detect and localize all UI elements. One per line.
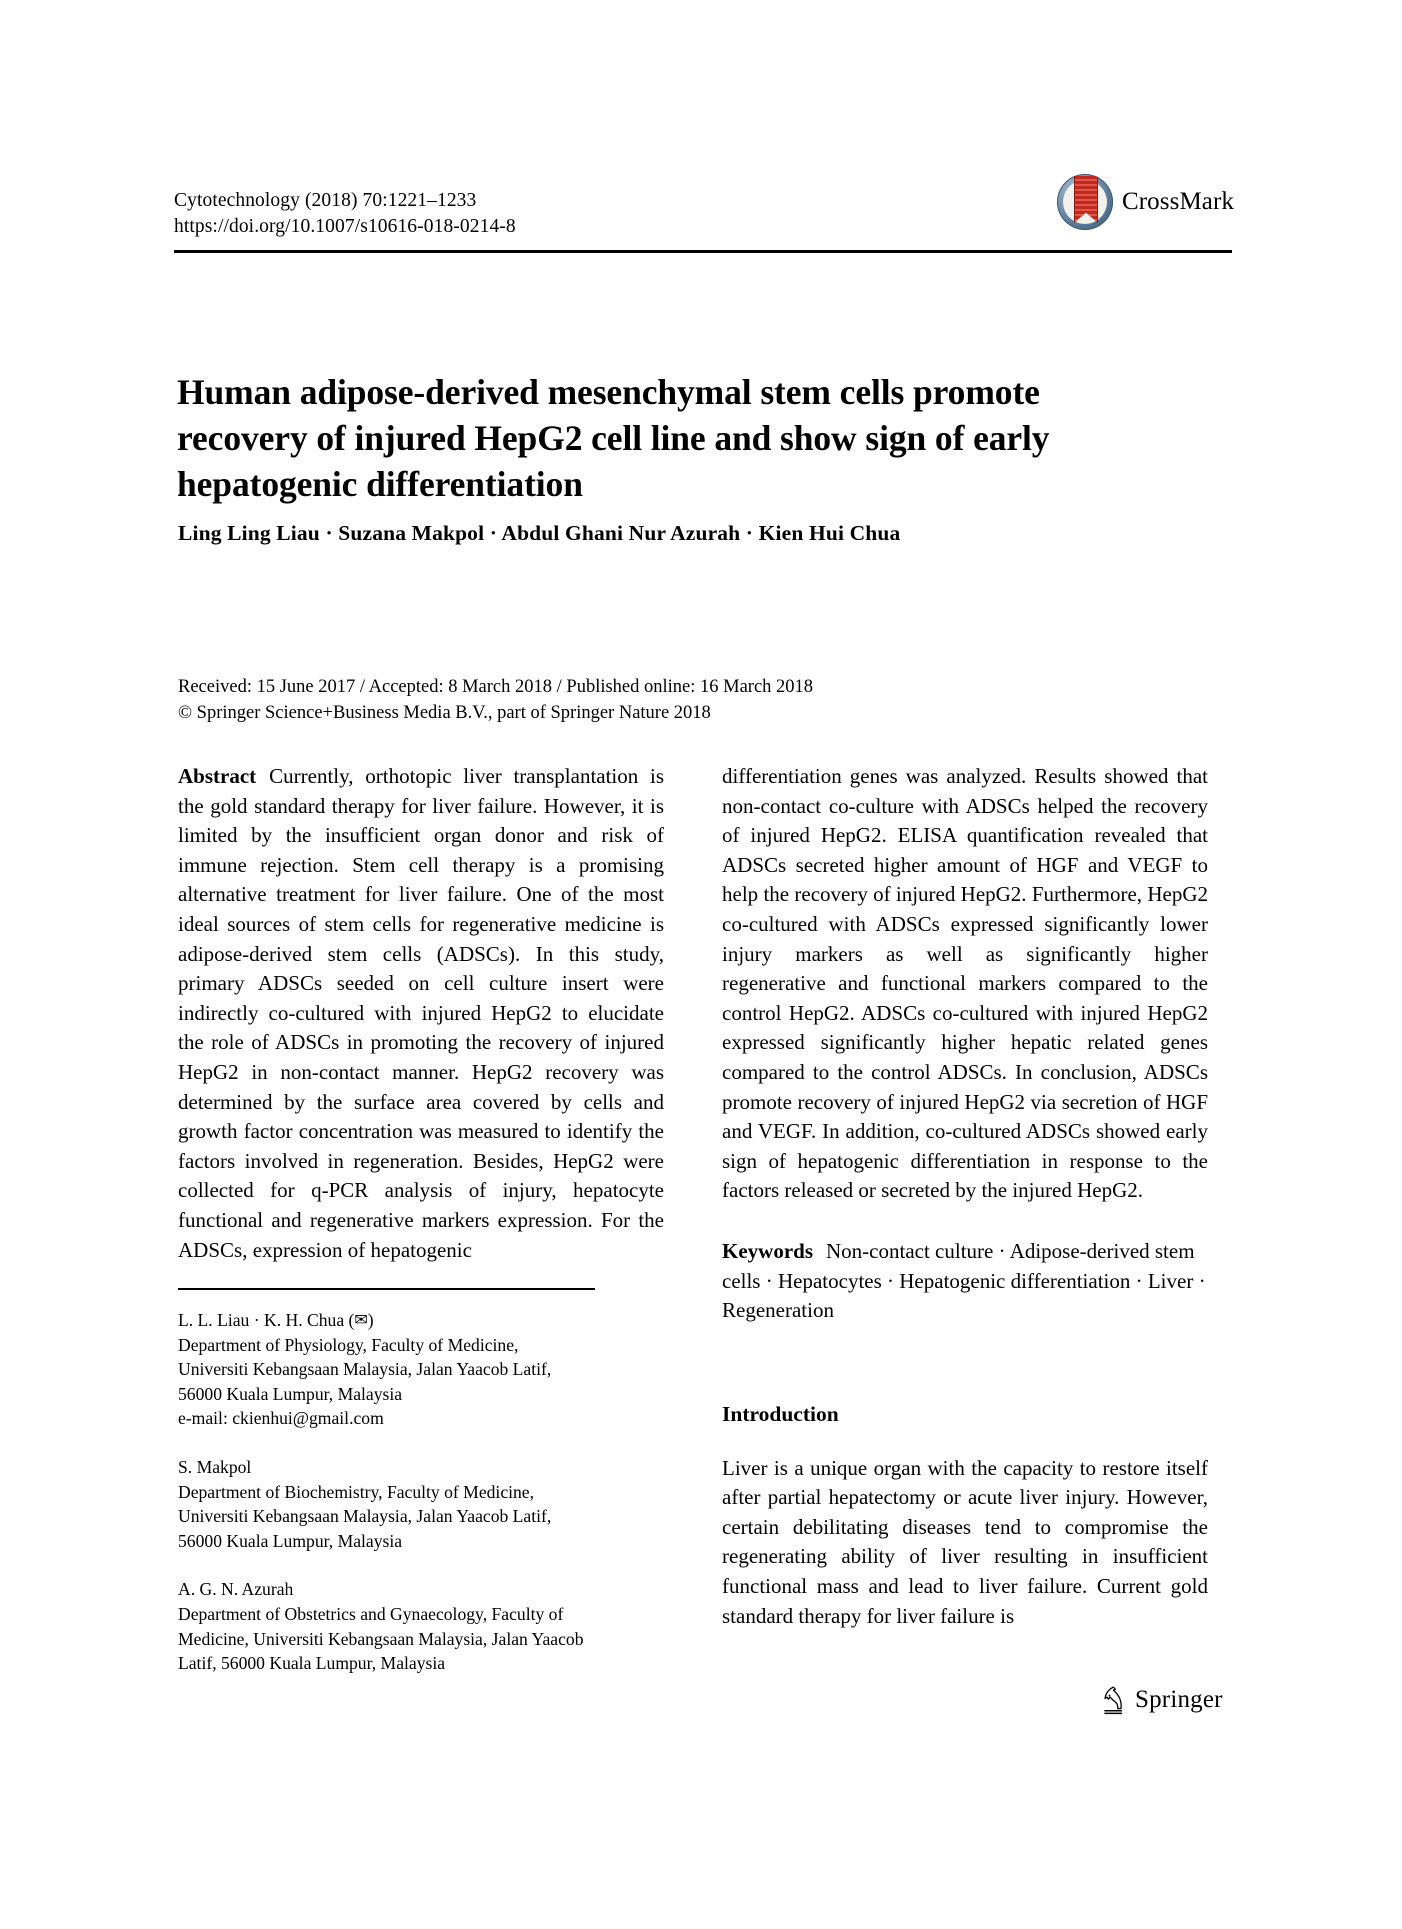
affiliation-entry bbox=[178, 1455, 648, 1553]
affiliation-line: 56000 Kuala Lumpur, Malaysia bbox=[178, 1530, 403, 1551]
column-left bbox=[178, 762, 664, 1265]
keywords-text: Non-contact culture · Adipose-derived stem cells · Hepatocytes · Hepatogenic differentiation · Liver · Regeneration bbox=[722, 1238, 1206, 1323]
affiliation-authors bbox=[178, 1308, 648, 1333]
affiliation-line: Medicine, Universiti Kebangsaan Malaysia, Jalan Yaacob bbox=[178, 1628, 584, 1649]
abstract-paragraph-left bbox=[178, 762, 664, 1265]
crossmark-icon bbox=[1057, 174, 1113, 230]
column-right bbox=[722, 762, 1208, 1631]
received-accepted-line: Received: 15 June 2017 / Accepted: 8 March 2018 / Published online: 16 March 2018 bbox=[178, 677, 814, 697]
affiliation-line: Universiti Kebangsaan Malaysia, Jalan Yaacob Latif, bbox=[178, 1359, 552, 1380]
journal-citation-line: Cytotechnology (2018) 70:1221–1233 bbox=[174, 190, 477, 211]
copyright-line: © Springer Science+Business Media B.V., part of Springer Nature 2018 bbox=[178, 702, 711, 723]
abstract-text-left: Currently, orthotopic liver transplantation is the gold standard therapy for liver failure. However, it is limited by the insufficient organ donor and risk of immune rejection. Stem cell therapy is a promising alternative treatment for liver failure. One of the most ideal sources of stem cells for regenerative medicine is adipose-derived stem cells (ADSCs). In this study, primary ADSCs seeded on cell culture insert were indirectly co-cultured with injured HepG2 to elucidate the role of ADSCs in promoting the recovery of injured HepG2 in non-contact manner. HepG2 recovery was determined by the surface area covered by cells and growth factor concentration was measured to identify the factors involved in regeneration. Besides, HepG2 were collected for q-PCR analysis of injury, hepatocyte functional and regenerative markers expression. For the ADSCs, expression of hepatogenic bbox=[178, 764, 664, 1262]
publication-dates bbox=[178, 675, 1078, 726]
introduction-paragraph: Liver is a unique organ with the capacity to restore itself after partial hepatectomy or acute liver injury. However, certain debilitating diseases tend to compromise the regenerating ability of liver resulting in insufficient functional mass and lead to liver failure. Current gold standard therapy for liver failure is bbox=[722, 1455, 1208, 1628]
crossmark-badge-group[interactable] bbox=[1057, 174, 1234, 230]
footnote-divider bbox=[178, 1288, 595, 1290]
affiliation-email[interactable]: e-mail: ckienhui@gmail.com bbox=[178, 1408, 384, 1429]
crossmark-label: CrossMark bbox=[1121, 188, 1234, 215]
envelope-icon: ✉ bbox=[354, 1312, 368, 1329]
masthead bbox=[174, 186, 1234, 240]
springer-knight-icon bbox=[1100, 1685, 1128, 1715]
keywords-block bbox=[722, 1237, 1208, 1326]
affiliation-line: Department of Physiology, Faculty of Medicine, bbox=[178, 1334, 519, 1355]
affiliation-entry bbox=[178, 1308, 648, 1431]
author-list: Ling Ling Liau · Suzana Makpol · Abdul Ghani Nur Azurah · Kien Hui Chua bbox=[178, 521, 901, 545]
affiliation-line: Latif, 56000 Kuala Lumpur, Malaysia bbox=[178, 1653, 446, 1674]
section-heading-introduction: Introduction bbox=[722, 1401, 839, 1426]
affiliation-entry bbox=[178, 1577, 648, 1675]
affiliation-line: Universiti Kebangsaan Malaysia, Jalan Yaacob Latif, bbox=[178, 1506, 552, 1527]
affiliation-line: Department of Obstetrics and Gynaecology, Faculty of bbox=[178, 1603, 564, 1624]
publisher-footer bbox=[1100, 1685, 1223, 1715]
masthead-divider bbox=[174, 250, 1232, 253]
page-title: Human adipose-derived mesenchymal stem cells promote recovery of injured HepG2 cell line and show sign of early hepatogenic differentiation bbox=[177, 371, 1050, 504]
keywords-label: Keywords bbox=[722, 1238, 813, 1263]
affiliation-authors-text: L. L. Liau · K. H. Chua ( bbox=[178, 1310, 355, 1330]
affiliation-authors: A. G. N. Azurah bbox=[178, 1579, 294, 1600]
affiliation-line: Department of Biochemistry, Faculty of Medicine, bbox=[178, 1481, 535, 1502]
abstract-label: Abstract bbox=[178, 764, 257, 788]
affiliation-line: 56000 Kuala Lumpur, Malaysia bbox=[178, 1383, 403, 1404]
doi-line[interactable]: https://doi.org/10.1007/s10616-018-0214-8 bbox=[174, 216, 516, 237]
springer-label: Springer bbox=[1135, 1686, 1223, 1713]
affiliations-block bbox=[178, 1308, 648, 1676]
abstract-text-right: differentiation genes was analyzed. Results showed that non-contact co-culture with ADSCs helped the recovery of injured HepG2. ELISA quantification revealed that ADSCs secreted higher amount of HGF and VEGF to help the recovery of injured HepG2. Furthermore, HepG2 co-cultured with ADSCs expressed significantly lower injury markers as well as significantly higher regenerative and functional markers compared to the control HepG2. ADSCs co-cultured with injured HepG2 expressed significantly higher hepatic related genes compared to the control ADSCs. In conclusion, ADSCs promote recovery of injured HepG2 via secretion of HGF and VEGF. In addition, co-cultured ADSCs showed early sign of hepatogenic differentiation in response to the factors released or secreted by the injured HepG2. bbox=[722, 764, 1208, 1203]
affiliation-authors-tail: ) bbox=[367, 1310, 374, 1330]
masthead-citation bbox=[174, 186, 516, 240]
affiliation-authors: S. Makpol bbox=[178, 1456, 252, 1477]
